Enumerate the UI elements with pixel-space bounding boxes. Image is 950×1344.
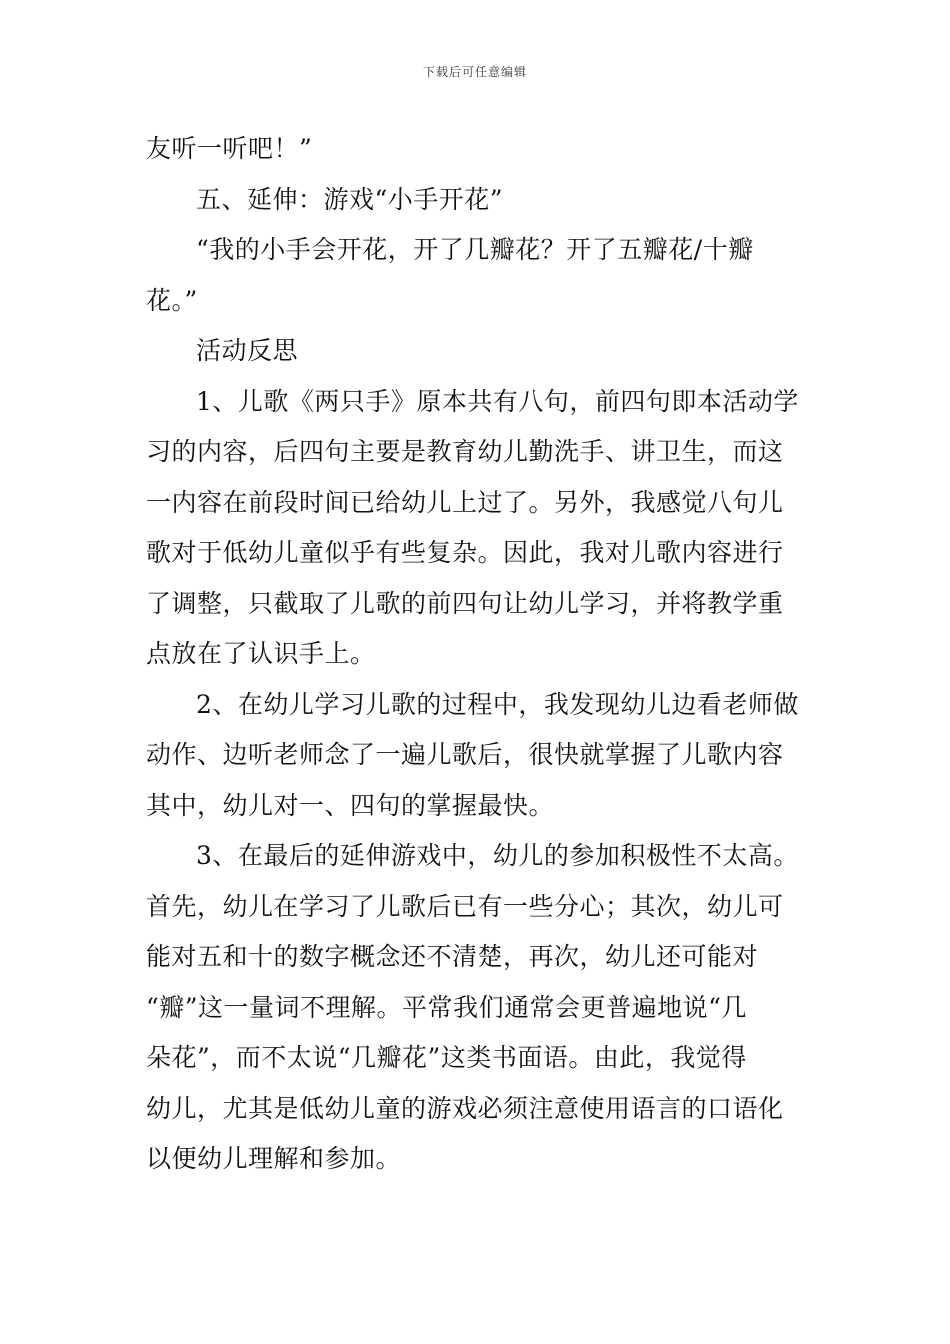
text-line: 朵花”，而不太说“几瓣花”这类书面语。由此，我觉得 xyxy=(146,1043,747,1072)
text-line: 友听一听吧！” xyxy=(146,134,313,163)
text-line: 首先，幼儿在学习了儿歌后已有一些分心；其次，幼儿可 xyxy=(146,891,784,921)
text-line: 以便幼儿理解和参加。 xyxy=(146,1144,402,1173)
page-header: 下载后可任意编辑 xyxy=(422,65,527,79)
text-line: 歌对于低幼儿童似乎有些复杂。因此，我对儿歌内容进行 xyxy=(146,538,784,567)
text-line: 花。” xyxy=(146,285,198,315)
text-line: “我的小手会开花，开了几瓣花？开了五瓣花/十瓣 xyxy=(196,235,754,264)
text-line: 活动反思 xyxy=(196,336,299,365)
text-line: 2、在幼儿学习儿歌的过程中，我发现幼儿边看老师做 xyxy=(196,689,799,719)
text-line: 能对五和十的数字概念还不清楚，再次，幼儿还可能对 xyxy=(146,942,759,971)
text-line: 幼儿，尤其是低幼儿童的游戏必须注意使用语言的口语化 xyxy=(146,1093,784,1123)
text-line: 3、在最后的延伸游戏中，幼儿的参加积极性不太高。 xyxy=(196,841,799,870)
document-body xyxy=(146,124,806,1185)
text-line: 1、儿歌《两只手》原本共有八句，前四句即本活动学 xyxy=(196,386,799,416)
text-line: “瓣”这一量词不理解。平常我们通常会更普遍地说“几 xyxy=(146,992,747,1022)
text-line: 点放在了认识手上。 xyxy=(146,639,376,668)
text-line: 五、延伸：游戏“小手开花” xyxy=(196,184,504,214)
text-line: 其中，幼儿对一、四句的掌握最快。 xyxy=(146,790,555,820)
text-line: 动作、边听老师念了一遍儿歌后，很快就掌握了儿歌内容 xyxy=(146,740,784,769)
text-line: 了调整，只截取了儿歌的前四句让幼儿学习，并将教学重 xyxy=(146,588,784,618)
text-line: 一内容在前段时间已给幼儿上过了。另外，我感觉八句儿 xyxy=(146,487,784,517)
text-line: 习的内容，后四句主要是教育幼儿勤洗手、讲卫生，而这 xyxy=(146,437,784,466)
